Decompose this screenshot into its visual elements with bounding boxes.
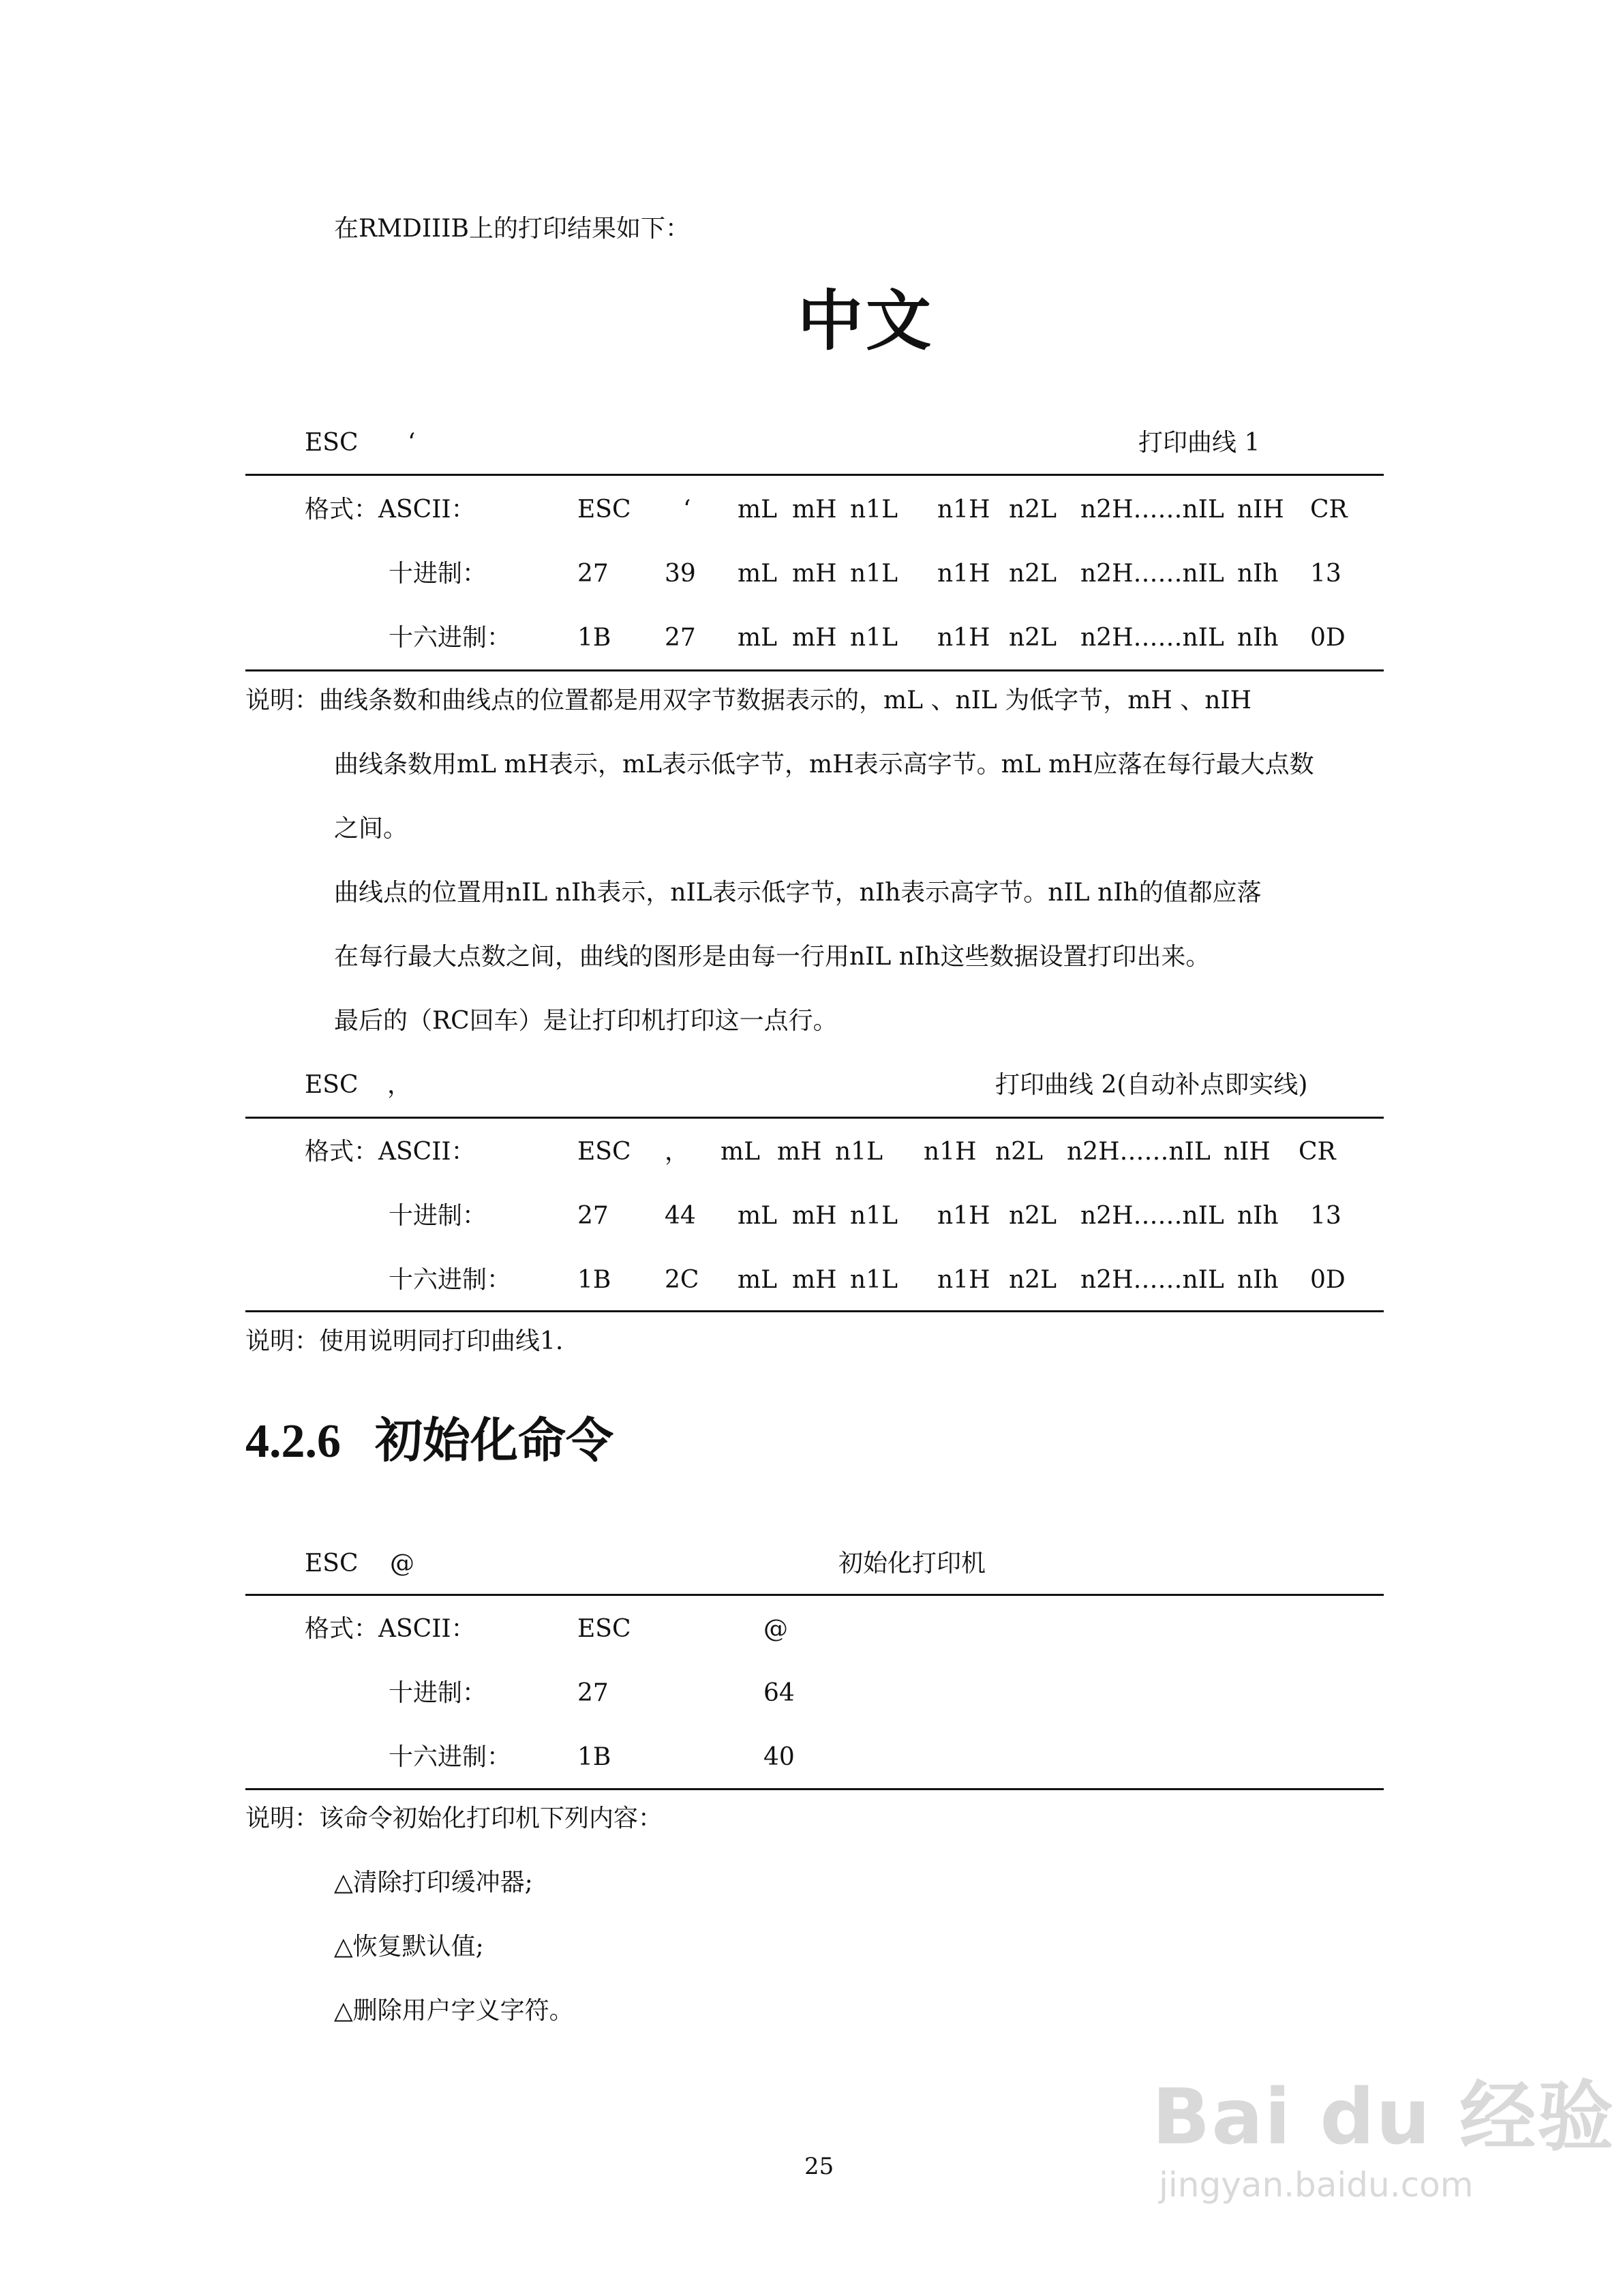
table-cell: n2H……nIL xyxy=(1080,624,1224,652)
table-cell: n1H xyxy=(937,560,990,588)
table-row-label: 十六进制： xyxy=(389,1743,512,1771)
table-cell: 40 xyxy=(763,1743,795,1771)
table-cell: n2L xyxy=(1009,496,1057,524)
cmd3-title: 初始化打印机 xyxy=(838,1550,986,1577)
cmd2-desc: 说明：使用说明同打印曲线1. xyxy=(245,1327,564,1355)
table-cell: n1L xyxy=(850,560,898,588)
table-cell: nIh xyxy=(1237,560,1279,588)
cmd1-bottom-rule xyxy=(245,669,1384,671)
table-cell: n1H xyxy=(924,1138,977,1166)
table-cell: 2C xyxy=(665,1266,699,1294)
table-cell: 13 xyxy=(1310,1202,1341,1230)
table-cell: 39 xyxy=(665,560,696,588)
table-cell: n2L xyxy=(1009,624,1057,652)
cmd2-name: ESC xyxy=(305,1071,359,1099)
table-cell: n1H xyxy=(937,624,990,652)
table-cell: mL xyxy=(738,496,778,524)
cmd1-desc-line: 说明：曲线条数和曲线点的位置都是用双字节数据表示的，mL 、nIL 为低字节，mH 、nIH xyxy=(245,686,1252,714)
table-cell: CR xyxy=(1299,1138,1336,1166)
table-cell: 0D xyxy=(1310,1266,1346,1294)
table-cell: mH xyxy=(792,1202,837,1230)
cmd1-title: 打印曲线 1 xyxy=(1138,429,1260,457)
cmd3-bottom-rule xyxy=(245,1788,1384,1790)
section-title: 初始化命令 xyxy=(375,1415,613,1468)
table-cell: n2L xyxy=(1009,1202,1057,1230)
table-cell: nIH xyxy=(1237,496,1284,524)
table-cell: 27 xyxy=(665,624,696,652)
section-heading xyxy=(245,1415,613,1468)
cmd1-desc-line: 曲线点的位置用nIL nIh表示，nIL表示低字节，nIh表示高字节。nIL nIh的值都应落 xyxy=(334,879,1262,907)
table-cell: mL xyxy=(738,1266,778,1294)
cmd3-desc: 说明：该命令初始化打印机下列内容： xyxy=(245,1804,663,1832)
watermark-url: jingyan.baidu.com xyxy=(1159,2165,1474,2205)
cmd1-desc-line: 在每行最大点数之间，曲线的图形是由每一行用nIL nIh这些数据设置打印出来。 xyxy=(334,943,1211,971)
table-cell: n2H……nIL xyxy=(1067,1138,1211,1166)
list-item: △删除用户字义字符。 xyxy=(334,1997,574,2025)
cmd1-name: ESC xyxy=(305,429,359,457)
table-cell: 27 xyxy=(577,1679,609,1707)
section-number: 4.2.6 xyxy=(245,1415,341,1468)
list-item: △清除打印缓冲器; xyxy=(334,1869,533,1897)
watermark-brand: Bai du 经验 xyxy=(1152,2073,1616,2162)
table-cell: n2H……nIL xyxy=(1080,1266,1224,1294)
table-cell: mH xyxy=(792,560,837,588)
table-cell: 64 xyxy=(763,1679,795,1707)
table-cell: mH xyxy=(792,1266,837,1294)
table-cell: 27 xyxy=(577,1202,609,1230)
table-cell: ESC xyxy=(577,496,631,524)
baidu-jingyan-watermark xyxy=(1152,2073,1616,2205)
table-row-label: 十进制： xyxy=(389,560,487,588)
table-cell: ESC xyxy=(577,1138,631,1166)
cmd1-desc-line: 之间。 xyxy=(334,815,408,843)
table-cell: n1H xyxy=(937,1266,990,1294)
table-cell: 44 xyxy=(665,1202,696,1230)
table-cell: n2L xyxy=(1009,1266,1057,1294)
table-cell: mL xyxy=(721,1138,761,1166)
table-cell: nIh xyxy=(1237,624,1279,652)
cmd1-top-rule xyxy=(245,474,1384,476)
cmd3-top-rule xyxy=(245,1594,1384,1596)
cmd2-top-rule xyxy=(245,1117,1384,1119)
table-cell: n2H……nIL xyxy=(1080,1202,1224,1230)
cmd2-char: ， xyxy=(387,1071,412,1099)
table-row-label: 格式：ASCII： xyxy=(305,496,476,524)
table-cell: 13 xyxy=(1310,560,1341,588)
cmd2-bottom-rule xyxy=(245,1310,1384,1312)
table-cell: ， xyxy=(665,1138,690,1166)
table-cell: ‘ xyxy=(683,496,691,524)
table-cell: ESC xyxy=(577,1615,631,1643)
cmd3-char: @ xyxy=(390,1550,414,1577)
cmd1-desc-line: 最后的（RC回车）是让打印机打印这一点行。 xyxy=(334,1007,838,1035)
page-number: 25 xyxy=(804,2153,834,2180)
table-cell: mL xyxy=(738,1202,778,1230)
table-cell: n1L xyxy=(850,624,898,652)
table-cell: CR xyxy=(1310,496,1348,524)
table-cell: @ xyxy=(763,1615,788,1643)
table-row-label: 十六进制： xyxy=(389,624,512,652)
table-cell: nIh xyxy=(1237,1202,1279,1230)
table-cell: n2L xyxy=(995,1138,1043,1166)
table-cell: n1H xyxy=(937,496,990,524)
table-cell: 27 xyxy=(577,560,609,588)
table-cell: n2H……nIL xyxy=(1080,496,1224,524)
table-cell: nIh xyxy=(1237,1266,1279,1294)
table-cell: n2H……nIL xyxy=(1080,560,1224,588)
table-cell: 1B xyxy=(577,1743,611,1771)
table-cell: mH xyxy=(792,624,837,652)
cmd1-char: ‘ xyxy=(408,429,416,457)
table-cell: mH xyxy=(777,1138,822,1166)
table-cell: n1L xyxy=(850,1266,898,1294)
cmd1-desc-line: 曲线条数用mL mH表示，mL表示低字节，mH表示高字节。mL mH应落在每行最大点数 xyxy=(334,751,1314,779)
table-row-label: 十进制： xyxy=(389,1679,487,1707)
table-cell: mH xyxy=(792,496,837,524)
table-cell: n1L xyxy=(835,1138,883,1166)
table-row-label: 格式：ASCII： xyxy=(305,1138,476,1166)
sample-print-glyphs: 中文 xyxy=(798,283,934,359)
table-cell: n1L xyxy=(850,496,898,524)
table-cell: 1B xyxy=(577,624,611,652)
cmd2-title: 打印曲线 2(自动补点即实线) xyxy=(995,1071,1308,1099)
table-cell: n1L xyxy=(850,1202,898,1230)
table-cell: mL xyxy=(738,560,778,588)
table-cell: n2L xyxy=(1009,560,1057,588)
table-cell: 1B xyxy=(577,1266,611,1294)
table-cell: 0D xyxy=(1310,624,1346,652)
intro-text: 在RMDIIIB上的打印结果如下： xyxy=(334,215,690,243)
cmd3-name: ESC xyxy=(305,1550,359,1577)
list-item: △恢复默认值; xyxy=(334,1933,484,1961)
table-row-label: 十六进制： xyxy=(389,1266,512,1294)
table-cell: nIH xyxy=(1224,1138,1271,1166)
table-cell: mL xyxy=(738,624,778,652)
table-row-label: 十进制： xyxy=(389,1202,487,1230)
table-cell: n1H xyxy=(937,1202,990,1230)
table-row-label: 格式：ASCII： xyxy=(305,1615,476,1643)
